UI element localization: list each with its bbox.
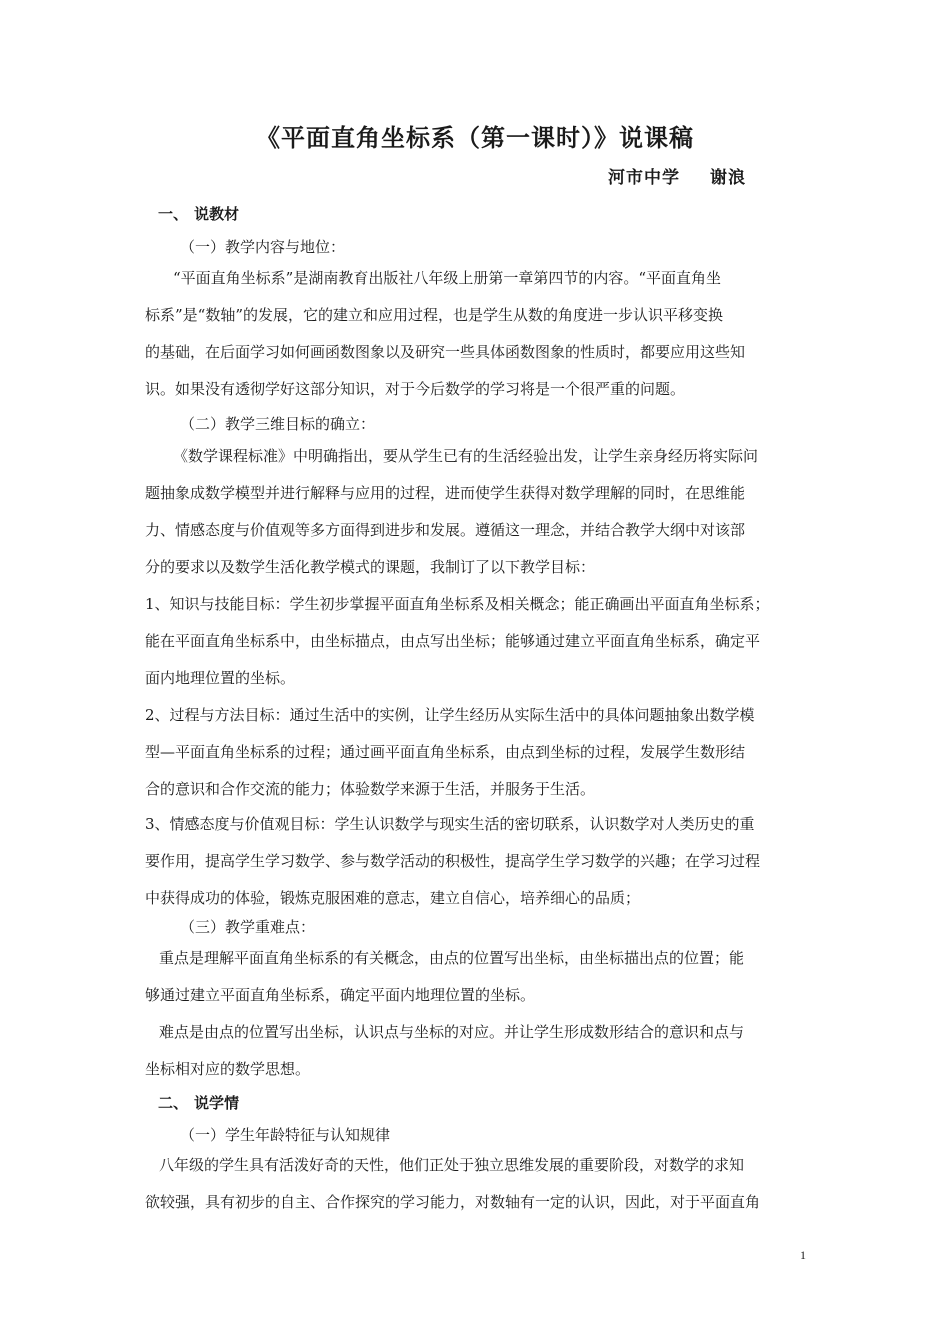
author-line xyxy=(608,163,746,188)
paragraph-line: 识。如果没有透彻学好这部分知识，对于今后数学的学习将是一个很严重的问题。 xyxy=(145,380,686,398)
paragraph-line: 3、情感态度与价值观目标：学生认识数学与现实生活的密切联系，认识数学对人类历史的重 xyxy=(145,815,755,833)
paragraph-line: 标系”是“数轴”的发展，它的建立和应用过程，也是学生从数的角度进一步认识平移变换 xyxy=(145,306,724,324)
paragraph-line: 题抽象成数学模型并进行解释与应用的过程，进而使学生获得对数学理解的同时，在思维能 xyxy=(145,484,746,502)
document-title: 《平面直角坐标系（第一课时）》说课稿 xyxy=(256,124,694,152)
paragraph-line: 中获得成功的体验，锻炼克服困难的意志，建立自信心，培养细心的品质； xyxy=(145,889,641,907)
subsection-heading-3: （三）教学重难点： xyxy=(180,918,316,936)
paragraph-key-points xyxy=(145,940,817,1014)
paragraph-student-traits xyxy=(145,1147,817,1221)
paragraph-line: 重点是理解平面直角坐标系的有关概念，由点的位置写出坐标，由坐标描出点的位置；能 xyxy=(159,949,745,967)
section-label: 说学情 xyxy=(194,1094,240,1112)
paragraph-goal-attitude xyxy=(145,806,817,917)
subsection-heading-2: （二）教学三维目标的确立： xyxy=(180,415,376,433)
section-label: 说教材 xyxy=(194,205,240,223)
paragraph-line: 《数学课程标准》中明确指出，要从学生已有的生活经验出发，让学生亲身经历将实际问 xyxy=(173,447,759,465)
paragraph-line: 欲较强，具有初步的自主、合作探究的学习能力，对数轴有一定的认识，因此，对于平面直角 xyxy=(145,1193,761,1211)
paragraph-line: 面内地理位置的坐标。 xyxy=(145,669,296,687)
paragraph-content-position xyxy=(145,260,817,408)
paragraph-line: 能在平面直角坐标系中，由坐标描点，由点写出坐标；能够通过建立平面直角坐标系，确定平 xyxy=(145,632,761,650)
paragraph-line: 够通过建立平面直角坐标系，确定平面内地理位置的坐标。 xyxy=(145,986,536,1004)
paragraph-goal-process xyxy=(145,697,817,808)
paragraph-line: 坐标相对应的数学思想。 xyxy=(145,1060,311,1078)
paragraph-line: 难点是由点的位置写出坐标，认识点与坐标的对应。并让学生形成数形结合的意识和点与 xyxy=(159,1023,745,1041)
section-heading-2 xyxy=(158,1092,239,1113)
paragraph-line: 力、情感态度与价值观等多方面得到进步和发展。遵循这一理念，并结合教学大纲中对该部 xyxy=(145,521,746,539)
author-school: 河市中学 xyxy=(608,168,680,188)
paragraph-line: 要作用，提高学生学习数学、参与数学活动的积极性，提高学生学习数学的兴趣；在学习过程 xyxy=(145,852,761,870)
author-name: 谢浪 xyxy=(710,168,746,188)
paragraph-difficulties xyxy=(145,1014,817,1088)
paragraph-line: 型—平面直角坐标系的过程；通过画平面直角坐标系，由点到坐标的过程，发展学生数形结 xyxy=(145,743,746,761)
section-heading-1 xyxy=(158,203,239,224)
paragraph-curriculum-standard xyxy=(145,438,817,586)
paragraph-line: 八年级的学生具有活泼好奇的天性，他们正处于独立思维发展的重要阶段，对数学的求知 xyxy=(159,1156,745,1174)
section-number: 一、 xyxy=(158,205,189,223)
paragraph-line: “平面直角坐标系”是湖南教育出版社八年级上册第一章第四节的内容。“平面直角坐 xyxy=(173,269,722,287)
paragraph-line: 合的意识和合作交流的能力；体验数学来源于生活，并服务于生活。 xyxy=(145,780,596,798)
page-number: 1 xyxy=(800,1248,806,1262)
subsection-heading-1: （一）教学内容与地位： xyxy=(180,238,346,256)
paragraph-line: 1、知识与技能目标：学生初步掌握平面直角坐标系及相关概念；能正确画出平面直角坐标系； xyxy=(145,595,770,613)
paragraph-line: 的基础，在后面学习如何画函数图象以及研究一些具体函数图象的性质时，都要应用这些知 xyxy=(145,343,746,361)
subsection-heading-4: （一）学生年龄特征与认知规律 xyxy=(180,1126,391,1144)
paragraph-line: 分的要求以及数学生活化教学模式的课题，我制订了以下教学目标： xyxy=(145,558,596,576)
paragraph-line: 2、过程与方法目标：通过生活中的实例，让学生经历从实际生活中的具体问题抽象出数学模 xyxy=(145,706,755,724)
paragraph-goal-knowledge xyxy=(145,586,817,697)
section-number: 二、 xyxy=(158,1094,189,1112)
